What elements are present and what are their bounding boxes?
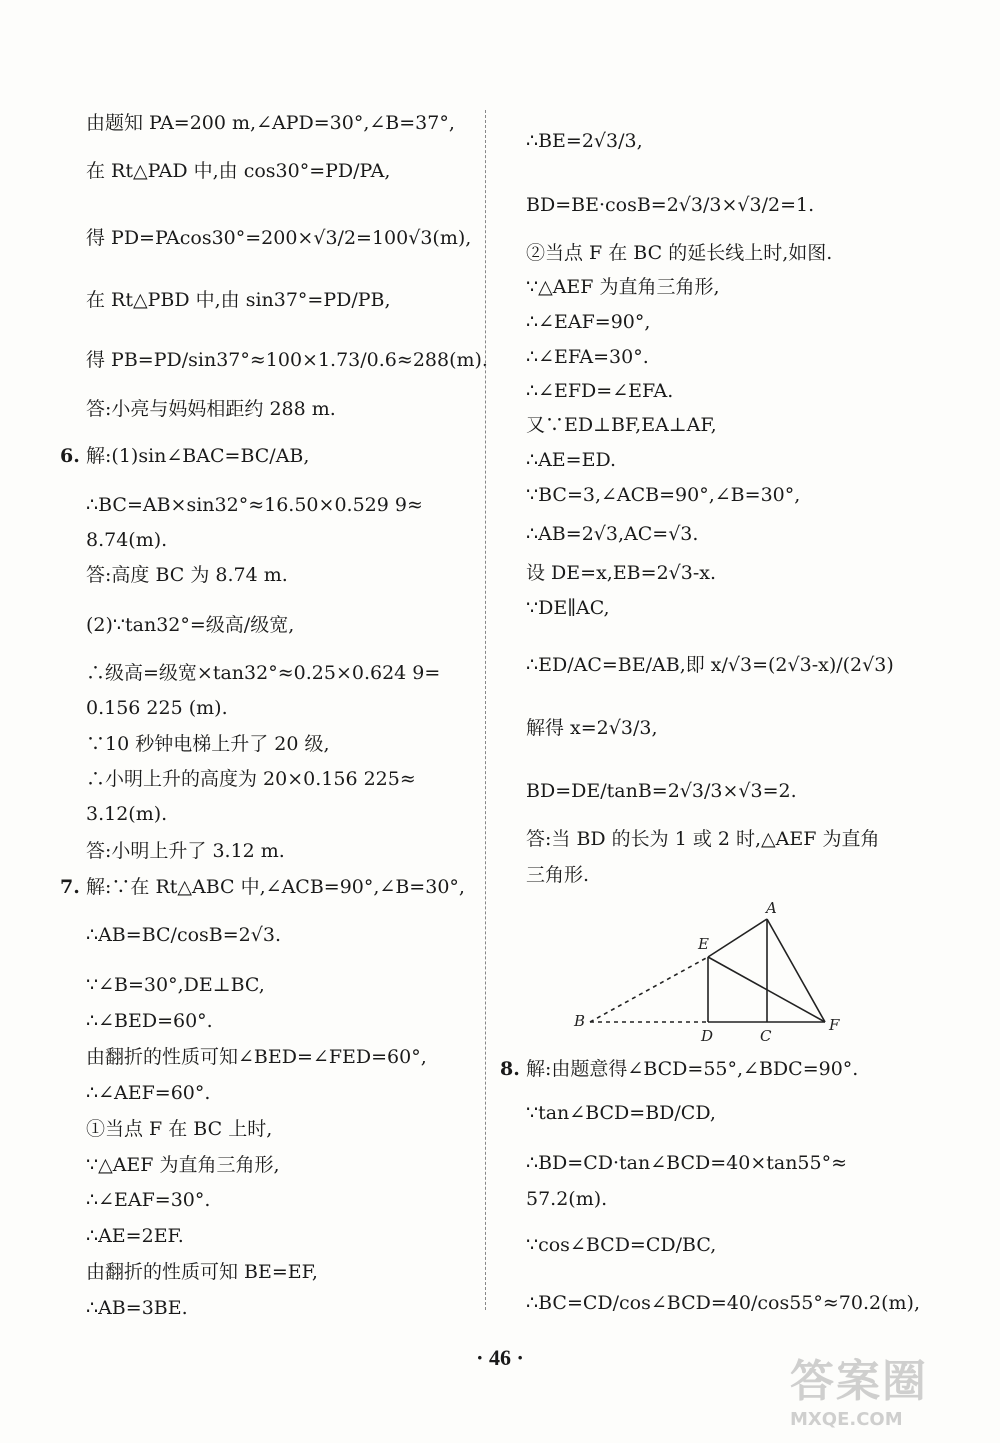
text-line: 0.156 225 (m). [86, 697, 228, 719]
text-line: 得 PB=PD/sin37°≈100×1.73/0.6≈288(m). [86, 349, 488, 371]
problem-number: 7. [60, 876, 80, 898]
problem-7-heading [60, 874, 465, 900]
text-line: ∵10 秒钟电梯上升了 20 级, [86, 733, 330, 755]
column-divider [485, 110, 486, 1310]
text-line: (2)∵tan32°=级高/级宽, [86, 614, 295, 636]
text-line: ∴∠EAF=90°, [526, 311, 651, 333]
label-d: D [701, 1027, 714, 1045]
label-c: C [760, 1027, 772, 1045]
label-e: E [698, 935, 709, 953]
text-line: 解:由题意得∠BCD=55°,∠BDC=90°. [526, 1058, 859, 1080]
problem-number: 8. [500, 1058, 520, 1080]
text-line: ∴BC=CD/cos∠BCD=40/cos55°≈70.2(m), [526, 1292, 920, 1314]
text-line: ∴BD=CD·tan∠BCD=40×tan55°≈ [526, 1152, 848, 1174]
text-line: 又∵ED⊥BF,EA⊥AF, [526, 414, 717, 436]
text-line: BD=BE·cosB=2√3/3×√3/2=1. [526, 194, 815, 216]
label-b: B [574, 1012, 586, 1030]
text-line: ∵△AEF 为直角三角形, [526, 276, 720, 298]
text-line: ∵tan∠BCD=BD/CD, [526, 1102, 716, 1124]
label-a: A [766, 899, 777, 917]
label-f: F [829, 1016, 840, 1034]
text-line: ∴∠EFA=30°. [526, 346, 649, 368]
text-line: 57.2(m). [526, 1188, 608, 1210]
dashed-segment-be [590, 957, 708, 1022]
text-line: 答:小亮与妈妈相距约 288 m. [86, 398, 336, 420]
text-line: 三角形. [526, 864, 590, 886]
text-line: 解:(1)sin∠BAC=BC/AB, [86, 445, 310, 467]
text-line: ∴AB=BC/cosB=2√3. [86, 924, 281, 946]
text-line: 3.12(m). [86, 803, 168, 825]
text-line: 8.74(m). [86, 529, 168, 551]
text-line: ∵△AEF 为直角三角形, [86, 1154, 280, 1176]
text-line: 由翻折的性质可知 BE=EF, [86, 1261, 318, 1283]
text-line: 在 Rt△PBD 中,由 sin37°=PD/PB, [86, 289, 391, 311]
text-line: ∴BE=2√3/3, [526, 130, 643, 152]
text-line: 由题知 PA=200 m,∠APD=30°,∠B=37°, [86, 112, 455, 134]
text-line: 在 Rt△PAD 中,由 cos30°=PD/PA, [86, 160, 391, 182]
watermark [790, 1345, 990, 1435]
text-line: ∵∠B=30°,DE⊥BC, [86, 974, 265, 996]
segment-ea [708, 919, 767, 957]
text-line: ∴ED/AC=BE/AB,即 x/√3=(2√3-x)/(2√3) [526, 654, 894, 676]
text-line: 解:∵在 Rt△ABC 中,∠ACB=90°,∠B=30°, [86, 876, 465, 898]
geometry-figure [560, 895, 860, 1045]
text-line: ∴∠AEF=60°. [86, 1082, 211, 1104]
watermark-text: 答案圈 [790, 1356, 928, 1407]
page-number: · 46 · [476, 1345, 524, 1370]
text-line: ∴AE=2EF. [86, 1225, 184, 1247]
text-line: 得 PD=PAcos30°=200×√3/2=100√3(m), [86, 227, 472, 249]
text-line: 答:小明上升了 3.12 m. [86, 840, 285, 862]
text-line: ∴AE=ED. [526, 449, 617, 471]
text-line: BD=DE/tanB=2√3/3×√3=2. [526, 780, 797, 802]
watermark-url: MXQE.COM [790, 1409, 903, 1430]
text-line: 解得 x=2√3/3, [526, 717, 658, 739]
text-line: ②当点 F 在 BC 的延长线上时,如图. [526, 242, 833, 264]
text-line: ∴AB=2√3,AC=√3. [526, 523, 699, 545]
text-line: ∴小明上升的高度为 20×0.156 225≈ [86, 768, 416, 790]
text-line: 答:当 BD 的长为 1 或 2 时,△AEF 为直角 [526, 828, 880, 850]
text-line: ∴∠EAF=30°. [86, 1189, 211, 1211]
text-line: ∴AB=3BE. [86, 1297, 188, 1319]
text-line: ①当点 F 在 BC 上时, [86, 1118, 273, 1140]
problem-8-heading [500, 1056, 859, 1082]
text-line: ∵cos∠BCD=CD/BC, [526, 1234, 717, 1256]
problem-number: 6. [60, 445, 80, 467]
text-line: 设 DE=x,EB=2√3-x. [526, 562, 717, 584]
text-line: 答:高度 BC 为 8.74 m. [86, 564, 288, 586]
text-line: ∴∠EFD=∠EFA. [526, 380, 674, 402]
text-line: ∵DE∥AC, [526, 597, 610, 619]
problem-6-heading [60, 443, 310, 469]
text-line: ∵BC=3,∠ACB=90°,∠B=30°, [526, 484, 801, 506]
text-line: ∴∠BED=60°. [86, 1010, 213, 1032]
text-line: ∴BC=AB×sin32°≈16.50×0.529 9≈ [86, 494, 423, 516]
text-line: 由翻折的性质可知∠BED=∠FED=60°, [86, 1046, 427, 1068]
text-line: ∴级高=级宽×tan32°≈0.25×0.624 9= [86, 662, 441, 684]
